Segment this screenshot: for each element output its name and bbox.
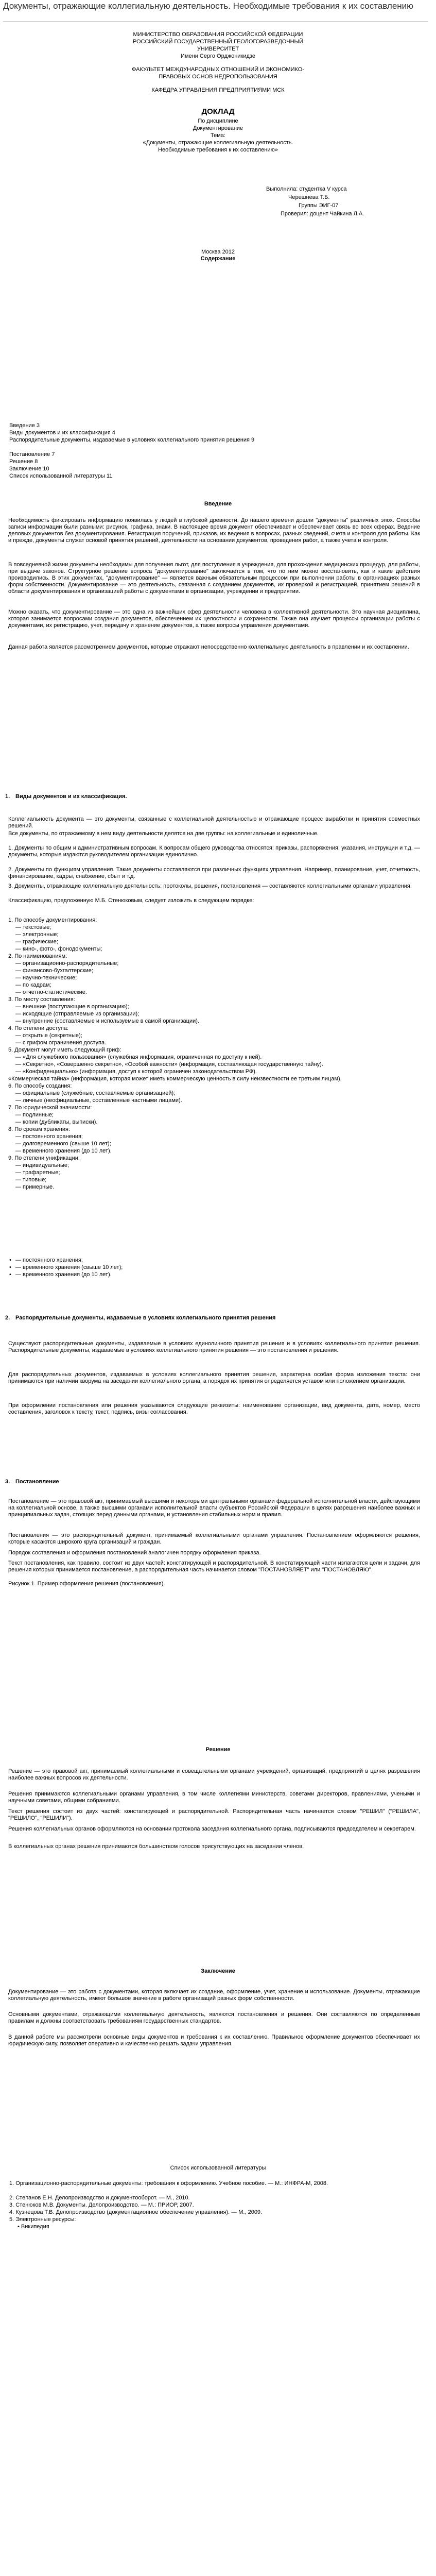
section-4-paragraph: Решения принимаются коллегиальными органами управления, в том числе коллегиями министерств, советами директоров, правлениями, учеными и научными советами, общими собраниями.	[8, 1791, 420, 1804]
classification-item: — текстовые;	[15, 924, 51, 930]
classification-item: «Коммерческая тайна» (информация, которая может иметь коммерческую ценность в силу неизвестности ее третьим лицам).	[8, 1076, 342, 1082]
classification-item: 7. По юридической значимости:	[8, 1105, 92, 1111]
toc-heading: Содержание	[200, 256, 236, 262]
classification-item: — организационно-распорядительные;	[15, 960, 119, 967]
subject-line-4: «Документы, отражающие коллегиальную деятельность.	[143, 140, 293, 146]
classification-item: — официальные (служебные, составляемые организацией);	[15, 1090, 176, 1096]
classification-item: — «Для служебного пользования» (служебная информация, ограниченная по доступу к ней).	[15, 1054, 262, 1060]
subject-line-3: Тема:	[211, 132, 225, 139]
section-heading-1: 1. Виды документов и их классификация.	[5, 793, 127, 800]
section-4-paragraph: Решения коллегиальных органов оформляются на основании протокола заседания коллегиального органа, подписываются председателем и секретарем.	[8, 1826, 416, 1832]
reference-item: 4. Кузнецова Т.В. Делопроизводство (документационное обеспечение управления). — М., 2009.	[9, 2209, 263, 2215]
classification-item: — внутренние (составляемые и используемые в самой организации).	[15, 1018, 199, 1024]
section-3-paragraph: Постановления — это распорядительный документ, принимаемый коллегиальными органами управления. Постановлением оформляются решения, которые касаются широкого круга организаций и граждан.	[8, 1532, 420, 1545]
faculty-line-1: ФАКУЛЬТЕТ МЕЖДУНАРОДНЫХ ОТНОШЕНИЙ И ЭКОНОМИКО-	[131, 66, 304, 73]
classification-item: — графические;	[15, 939, 58, 945]
classification-item: 9. По степени унификации:	[8, 1155, 80, 1161]
reference-item: 3. Стенюков М.В. Документы. Делопроизводство. — М.: ПРИОР, 2007.	[9, 2202, 194, 2208]
classification-item: — электронные;	[15, 931, 59, 938]
subject-line-2: Документирование	[193, 125, 243, 131]
toc-item[interactable]: Введение 3	[9, 422, 40, 429]
classification-item: — финансово-бухгалтерские;	[15, 968, 93, 974]
subject-line-1: По дисциплине	[198, 118, 238, 124]
toc-item[interactable]: Список использованной литературы 11	[9, 473, 113, 479]
performer-line-2: Черешнева Т.Б.	[288, 194, 330, 200]
retention-item: • — временного хранения (до 10 лет).	[15, 1272, 417, 1278]
section-1-paragraph: Коллегиальность документа — это документы, связанные с коллегиальной деятельностью и отражающие процесс выработки и принятия совместных решений.	[8, 816, 420, 829]
reference-item[interactable]: • Википедия	[18, 2224, 49, 2230]
toc-item[interactable]: Постановление 7	[9, 451, 55, 457]
classification-item: — кино-, фото-, фонодокументы;	[15, 946, 102, 952]
title-divider	[3, 21, 428, 22]
classification-item: — внешние (поступающие в организацию);	[15, 1004, 129, 1010]
intro-paragraph: Необходимость фиксировать информацию появилась у людей в глубокой древности. До нашего времени дошли "документы" различных эпох. Способы записи информации были разными: рисунок, графика, знаки. В настоящее время документ обеспечивает и обеспечивает связь во всех сферах. Ведение деловых документов без документирования. Регистрация поручений, приказов, их ведения в вопросах, разных сведений, счета и контроля для работы. Как и прежде, документы служат основой принятия решений, деятельности на основании документов, проведения работ, а также учета и контроля.	[8, 517, 420, 544]
classification-item: — отчетно-статистические.	[15, 989, 87, 995]
classification-item: 3. По месту составления:	[8, 996, 75, 1003]
intro-paragraph: В повседневной жизни документы необходимы для получения льгот, для поступления в учреждения, для прохождения медицинских процедур, для работы, при выдаче законов. Структурное решение вопроса "документирование" заключается в том, что по ним можно восстановить, как и какие действия производились. В этих документах, "документирование" — является важным обязательным процессом при выполнении работы в организациях разных форм собственности. Документирование — это деятельность, связанная с созданием документов, их проверкой и регистрацией, принятием решений в области документирования и организацией работы с документами в организации, учреждении и предприятии.	[8, 562, 420, 595]
toc-item[interactable]: Решение 8	[9, 459, 38, 465]
classification-item: 4. По степени доступа:	[8, 1025, 69, 1031]
classification-item: — научно-технические;	[15, 975, 77, 981]
toc-item[interactable]: Заключение 10	[9, 466, 49, 472]
department-line: КАФЕДРА УПРАВЛЕНИЯ ПРЕДПРИЯТИЯМИ МСК	[151, 87, 285, 93]
section-3-paragraph: Текст постановления, как правило, состоит из двух частей: констатирующей и распорядительной. В констатирующей части излагаются цели и задачи, для решения которых принимается постановление, а распорядительная часть начинается словом "ПОСТАНОВЛЯЕТ" или "ПОСТАНОВЛЯЮ".	[8, 1560, 420, 1573]
work-type-heading: ДОКЛАД	[201, 107, 235, 116]
section-1-paragraph: Классификацию, предложенную М.Б. Стенюковым, следует изложить в следующем порядке:	[8, 897, 254, 904]
section-4-paragraph: Текст решения состоит из двух частей: констатирующей и распорядительной. Распорядительная часть начинается словом "РЕШИЛ" ("РЕШИЛА", "РЕШИЛО", "РЕШИЛИ").	[8, 1808, 420, 1821]
figure-caption: Рисунок 1. Пример оформления решения (постановления).	[8, 1581, 165, 1587]
classification-item: — постоянного хранения;	[15, 1133, 83, 1140]
section-1-paragraph: Все документы, по отражаемому в нем виду деятельности делятся на две группы: на коллегиальные и единоличные.	[8, 831, 319, 837]
classification-item: 2. По наименованиям:	[8, 953, 67, 959]
conclusion-paragraph: Основными документами, отражающими коллегиальную деятельность, являются постановления и решения. Они составляются по определенным правилам и должны соответствовать требованиям государственных стандартов.	[8, 2011, 420, 2024]
references-heading: Список использованной литературы	[170, 2165, 266, 2171]
classification-item: — подлинные;	[15, 1112, 54, 1118]
conclusion-paragraph: В данной работе мы рассмотрели основные виды документов и требования к их составлению. Правильное оформление документов обеспечивает их юридическую силу, позволяет оперативно и качественно решать задачи управления.	[8, 2034, 420, 2047]
reference-item: 1. Организационно-распорядительные документы: требования к оформлению. Учебное пособие. — М.: ИНФРА-М, 2008.	[9, 2180, 328, 2187]
retention-item: • — постоянного хранения;	[15, 1257, 417, 1264]
section-2-paragraph: Для распорядительных документов, издаваемых в условиях коллегиального принятия решения, характерна особая форма изложения текста: они принимаются при наличии кворума на заседании коллегиального органа, а порядок их принятия определяется уставом или положением организации.	[8, 1371, 420, 1384]
classification-item: — индивидуальные;	[15, 1162, 69, 1168]
section-4-paragraph: Решение — это правовой акт, принимаемый коллегиальными и совещательными органами учреждений, организаций, предприятий в целях разрешения наиболее важных вопросов их деятельности.	[8, 1768, 420, 1781]
section-1-paragraph: 2. Документы по функциям управления. Такие документы составляются при различных функциях управления. Например, планирование, учет, отчетность, финансирование, кадры, снабжение, сбыт и т.д.	[8, 867, 420, 879]
performer-line-4: Проверил: доцент Чайкина Л.А.	[281, 211, 364, 217]
section-2-paragraph: При оформлении постановления или решения указываются следующие реквизиты: наименование организации, вид документа, дата, номер, место составления, заголовок к тексту, текст, подпись, визы согласования.	[8, 1402, 420, 1415]
classification-item: — трафаретные;	[15, 1170, 60, 1176]
ministry-line-2: РОССИЙСКИЙ ГОСУДАРСТВЕННЫЙ ГЕОЛОГОРАЗВЕДОЧНЫЙ	[132, 39, 304, 45]
subject-line-5: Необходимые требования к их составлению»	[158, 147, 278, 153]
section-heading-4: Решение	[205, 1747, 231, 1753]
classification-item: 5. Документ могут иметь следующий гриф:	[8, 1047, 121, 1053]
classification-item: — с грифом ограничения доступа.	[15, 1040, 107, 1046]
intro-heading: Введение	[204, 501, 232, 507]
classification-item: 8. По срокам хранения:	[8, 1126, 70, 1132]
toc-item[interactable]: Распорядительные документы, издаваемые в условиях коллегиального принятия решения 9	[9, 437, 255, 443]
classification-item: — долговременного (свыше 10 лет);	[15, 1141, 111, 1147]
intro-paragraph: Данная работа является рассмотрением документов, которые отражают непосредственно коллегиальную деятельность в правлении и их составлении.	[8, 644, 409, 650]
section-2-paragraph: Существуют распорядительные документы, издаваемые в условиях единоличного принятия решения и в условиях коллегиального принятия решения. Распорядительные документы, издаваемые в условиях коллегиального принятия решения — это постановления и решения.	[8, 1341, 420, 1353]
classification-item: — «Конфиденциально» (информация, доступ к которой ограничен законодательством РФ).	[15, 1069, 257, 1075]
section-1-paragraph: 1. Документы по общим и административным вопросам. К вопросам общего руководства относятся: приказы, распоряжения, указания, инструкции и т.д. — документы, которые издаются руководителем организации единолично.	[8, 845, 420, 858]
ministry-line-4: Имени Серго Орджоникидзе	[181, 53, 255, 59]
performer-line-3: Группы ЭИГ-07	[299, 202, 339, 209]
section-heading-2: 2. Распорядительные документы, издаваемые в условиях коллегиального принятия решения	[5, 1315, 276, 1321]
classification-item: 6. По способу создания:	[8, 1083, 72, 1089]
document-title: Документы, отражающие коллегиальную деятельность. Необходимые требования к их составлению	[3, 1, 413, 11]
toc-item[interactable]: Виды документов и их классификация 4	[9, 430, 115, 436]
section-4-paragraph: В коллегиальных органах решения принимаются большинством голосов присутствующих на заседании членов.	[8, 1843, 304, 1850]
reference-item: 2. Степанов Е.Н. Делопроизводство и документооборот. — М., 2010.	[9, 2195, 190, 2201]
reference-item: 5. Электронные ресурсы:	[9, 2216, 76, 2223]
retention-item: • — временного хранения (свыше 10 лет);	[15, 1264, 417, 1271]
classification-item: — временного хранения (до 10 лет).	[15, 1148, 112, 1154]
classification-item: — типовые;	[15, 1177, 47, 1183]
classification-item: — «Секретно», «Совершенно секретно», «Особой важности» (информация, составляющая государственную тайну).	[15, 1061, 323, 1067]
section-3-paragraph: Постановление — это правовой акт, принимаемый высшими и некоторыми центральными органами федеральной исполнительной власти, действующими на коллегиальной основе, а также высшими органами исполнительной власти субъектов Российской Федерации в целях разрешения наиболее важных и принципиальных задач, стоящих перед данными органами, и установления стабильных норм и правил.	[8, 1498, 420, 1518]
classification-item: — по кадрам;	[15, 982, 51, 988]
ministry-line-3: УНИВЕРСИТЕТ	[197, 46, 239, 52]
classification-item: — личные (неофициальные, составленные частными лицами).	[15, 1097, 182, 1104]
performer-line-1: Выполнила: студентка V курса	[266, 186, 347, 192]
classification-item: — примерные.	[15, 1184, 55, 1190]
classification-item: — копии (дубликаты, выписки).	[15, 1119, 98, 1125]
classification-item: 1. По способу документирования:	[8, 917, 97, 923]
section-heading-3: 3. Постановление	[5, 1479, 59, 1485]
section-1-paragraph: 3. Документы, отражающие коллегиальную деятельность: протоколы, решения, постановления — составляются коллегиальными органами управления.	[8, 883, 412, 889]
classification-item: — открытые (секретные);	[15, 1032, 82, 1039]
faculty-line-2: ПРАВОВЫХ ОСНОВ НЕДРОПОЛЬЗОВАНИЯ	[159, 74, 277, 80]
ministry-line-1: МИНИСТЕРСТВО ОБРАЗОВАНИЯ РОССИЙСКОЙ ФЕДЕРАЦИИ	[133, 31, 303, 38]
intro-paragraph: Можно сказать, что документирование — это одна из важнейших сфер деятельности человека в коллективной деятельности. Это научная дисциплина, которая занимается вопросами создания документов, обеспечением их целостности и сохранности. Также она изучает процессы организации работы с документами, их регистрацию, учет, передачу и хранение документов, а также вопросы управления документами.	[8, 609, 420, 629]
conclusion-paragraph: Документирование — это работа с документами, которая включает их создание, оформление, учет, хранение и использование. Документы, отражающие коллегиальную деятельность, имеют большое значение в работе организаций разных форм собственности.	[8, 1989, 420, 2002]
classification-item: — исходящие (отправляемые из организации);	[15, 1011, 139, 1017]
section-3-paragraph: Порядок составления и оформления постановлений аналогичен порядку оформления приказа.	[8, 1550, 261, 1556]
city-year: Москва 2012	[201, 249, 235, 255]
conclusion-heading: Заключение	[201, 1968, 235, 1974]
